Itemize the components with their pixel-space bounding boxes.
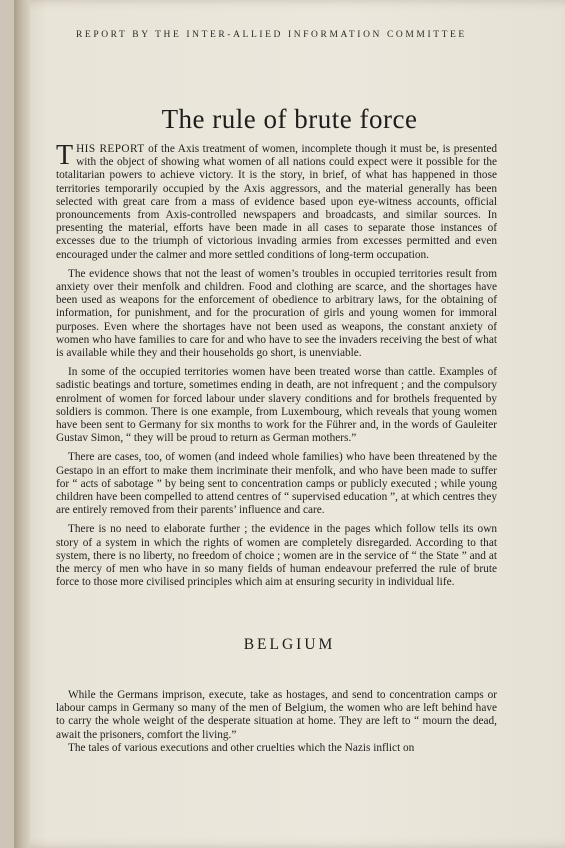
paragraph: In some of the occupied territories women have been treated worse than cattle. Examples of sadistic beatings and torture, sometimes ending in death, are not infrequent ; and the compulsory enrolment of women for forced labour under slavery conditions and for brothels frequented by soldiers is common. There is one example, from Luxembourg, which reveals that young women have been sent to Germany for six months to work for the Führer and, in the words of Gauleiter Gustav Simon, “ they will be proud to return as German mothers.” <box>56 366 497 445</box>
intro-smallcaps: HIS REPORT <box>76 143 145 155</box>
page-title: The rule of brute force <box>161 104 418 134</box>
drop-cap: T <box>56 140 74 171</box>
intro-paragraph <box>56 140 497 262</box>
article-body <box>56 140 497 596</box>
paragraph: While the Germans imprison, execute, take as hostages, and send to concentration camps or labour camps in Germany so many of the men of Belgium, the women who are left behind have to carry the whole weight of the desperate situation at home. They are left to “ mourn the dead, await the prisoners, comfort the living.” <box>56 689 497 741</box>
paragraph: There is no need to elaborate further ; the evidence in the pages which follow tells its own story of a system in which the rights of women are completely disregarded. According to that system, there is no liberty, no freedom of choice ; women are in the service of “ the State ” and at the mercy of men who have in so many fields of human endeavour preferred the rule of brute force to those more civilised principles which aim at ensuring security in individual life. <box>56 523 497 589</box>
section-heading: BELGIUM <box>243 636 336 653</box>
section-body <box>56 689 497 755</box>
running-head: REPORT BY THE INTER-ALLIED INFORMATION COMMITTEE <box>76 30 467 40</box>
paragraph: The evidence shows that not the least of women’s troubles in occupied territories result from anxiety over their menfolk and children. Food and clothing are scarce, and the shortages have been used as weapons for the enforcement of obedience to arbitrary laws, for the obtaining of information, for punishment, and for the procuration of girls and young women for immoral purposes. Even where the shortages have not been used as weapons, the constant anxiety of women who have families to care for and who have to see the invaders receiving the best of what is available while they and their households go short, is unenviable. <box>56 267 497 360</box>
paragraph: The tales of various executions and other cruelties which the Nazis inflict on <box>68 741 415 754</box>
intro-text: of the Axis treatment of women, incomplete though it must be, is presented with the object of showing what women of all nations could expect were it possible for the totalitarian powers to achieve victory. It is the story, in brief, of what has happened in those territories temporarily occupied by the Axis aggressors, and the material generally has been selected with great care from a mass of evidence based upon eye-witness accounts, official pronouncements from Axis-controlled newspapers and broadcasts, and similar sources. In presenting the material, efforts have been made in all cases to separate those instances of excesses due to the triumph of victorious invading armies from excesses permitted and even encouraged under the calmer and more settled conditions of long-term occupation. <box>56 143 497 261</box>
document-page <box>14 0 565 848</box>
paragraph: There are cases, too, of women (and indeed whole families) who have been threatened by the Gestapo in an effort to make them incriminate their menfolk, and who have been made to suffer for “ acts of sabotage ” by being sent to concentration camps or publicly executed ; while young children have been compelled to attend centres of “ supervised education ”, at which centres they are entirely removed from their parents’ influence and care. <box>56 451 497 517</box>
